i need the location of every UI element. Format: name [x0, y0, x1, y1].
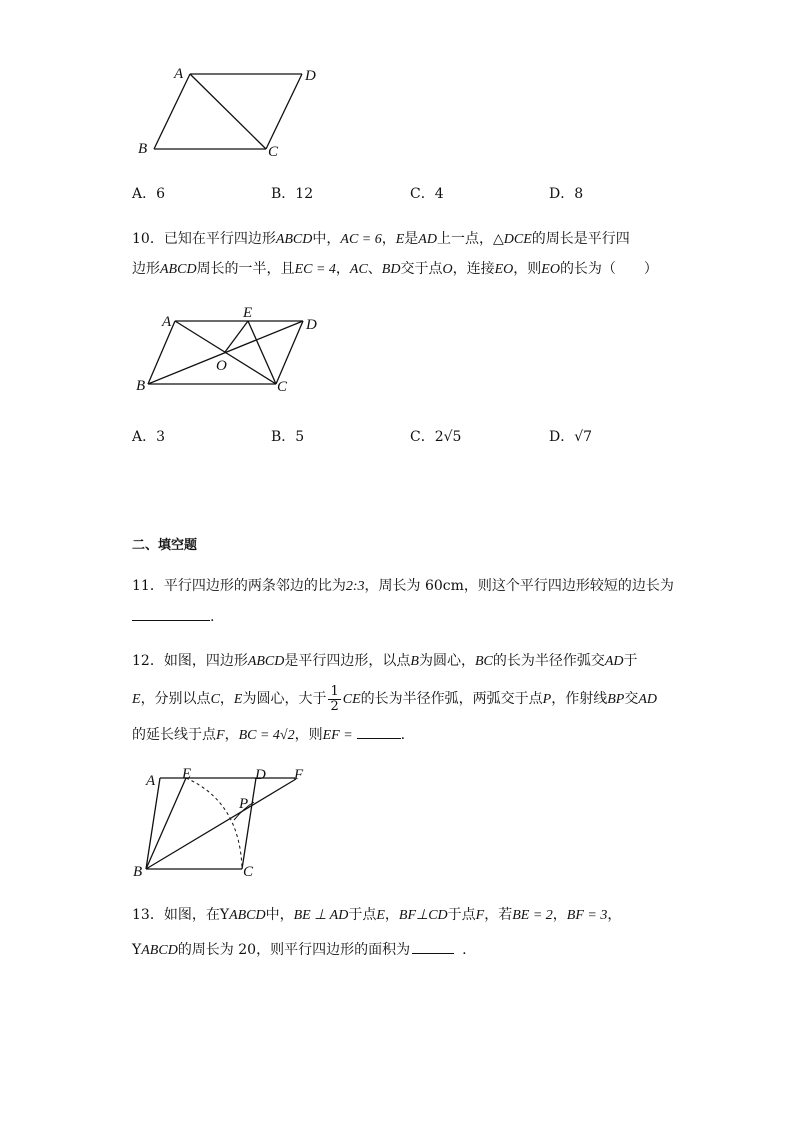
label-o: O: [216, 358, 227, 374]
segment-dc: [266, 74, 302, 149]
answer-blank[interactable]: [132, 606, 210, 621]
q10-option-b: B．5: [271, 429, 305, 445]
q10-line2: 边形ABCD周长的一半，且EC = 4，AC、BD交于点O，连接EO，则EO的长为（ ）: [132, 261, 658, 277]
label-c: C: [243, 864, 254, 880]
section-title: 二、填空题: [132, 538, 198, 553]
label-p: P: [239, 796, 249, 812]
answer-blank[interactable]: [357, 724, 401, 739]
q9-option-a: A．6: [132, 186, 166, 202]
q11-line1: 11．平行四边形的两条邻边的比为2:3，周长为 60cm，则这个平行四边形较短的边长为: [132, 578, 674, 594]
label-a: A: [162, 314, 172, 330]
segment-dc: [242, 778, 256, 869]
q12-line2: E，分别以点C，E为圆心，大于 $\frac{1}{2}$ CE的长为半径作弧，两弧交于点P，作射线BP交AD: [132, 683, 657, 714]
q12-line1: 12．如图，四边形ABCD是平行四边形，以点B为圆心，BC的长为半径作弧交AD于: [132, 653, 638, 669]
label-d: D: [306, 317, 317, 333]
q10-option-c: C．2√5: [410, 429, 462, 445]
q11-line2: .: [132, 606, 214, 627]
ray-bf: [146, 779, 296, 869]
label-b: B: [136, 378, 146, 394]
q9-figure: [130, 60, 330, 160]
segment-ac: [190, 74, 266, 149]
q9-option-d: D．8: [549, 186, 584, 202]
label-e: E: [182, 766, 192, 782]
segment-ba: [146, 778, 160, 869]
arc-ec: [186, 778, 242, 869]
label-c: C: [268, 144, 279, 160]
q9-option-b: B．12: [271, 186, 314, 202]
fraction-one-half: $\frac{1}{2}$: [330, 683, 339, 714]
label-c: C: [277, 379, 288, 395]
q13-line1: 13．如图，在YABCD中，BE ⊥ AD于点E，BF⊥CD于点F，若BE = 2，BF = 3，: [132, 907, 622, 923]
label-d: D: [305, 68, 316, 84]
q10-option-a: A．3: [132, 429, 166, 445]
q10-figure: [130, 300, 340, 400]
q10-line1: 10．已知在平行四边形ABCD中，AC = 6，E是AD上一点，△DCE的周长是平行四: [132, 231, 630, 247]
label-e: E: [243, 305, 253, 321]
q12-line3: 的延长线于点F，BC = 4√2，则EF = .: [132, 724, 405, 746]
segment-be: [146, 778, 186, 869]
label-a: A: [146, 773, 156, 789]
segment-ba: [154, 74, 190, 149]
q9-option-c: C．4: [410, 186, 444, 202]
label-a: A: [174, 66, 184, 82]
q12-figure: [130, 762, 320, 882]
q13-line2: YABCD的周长为 20，则平行四边形的面积为 .: [132, 939, 467, 961]
label-b: B: [133, 864, 143, 880]
label-f: F: [294, 767, 304, 783]
label-d: D: [255, 767, 266, 783]
q10-option-d: D．√7: [549, 429, 593, 445]
answer-blank[interactable]: [412, 939, 454, 954]
label-b: B: [138, 141, 148, 157]
